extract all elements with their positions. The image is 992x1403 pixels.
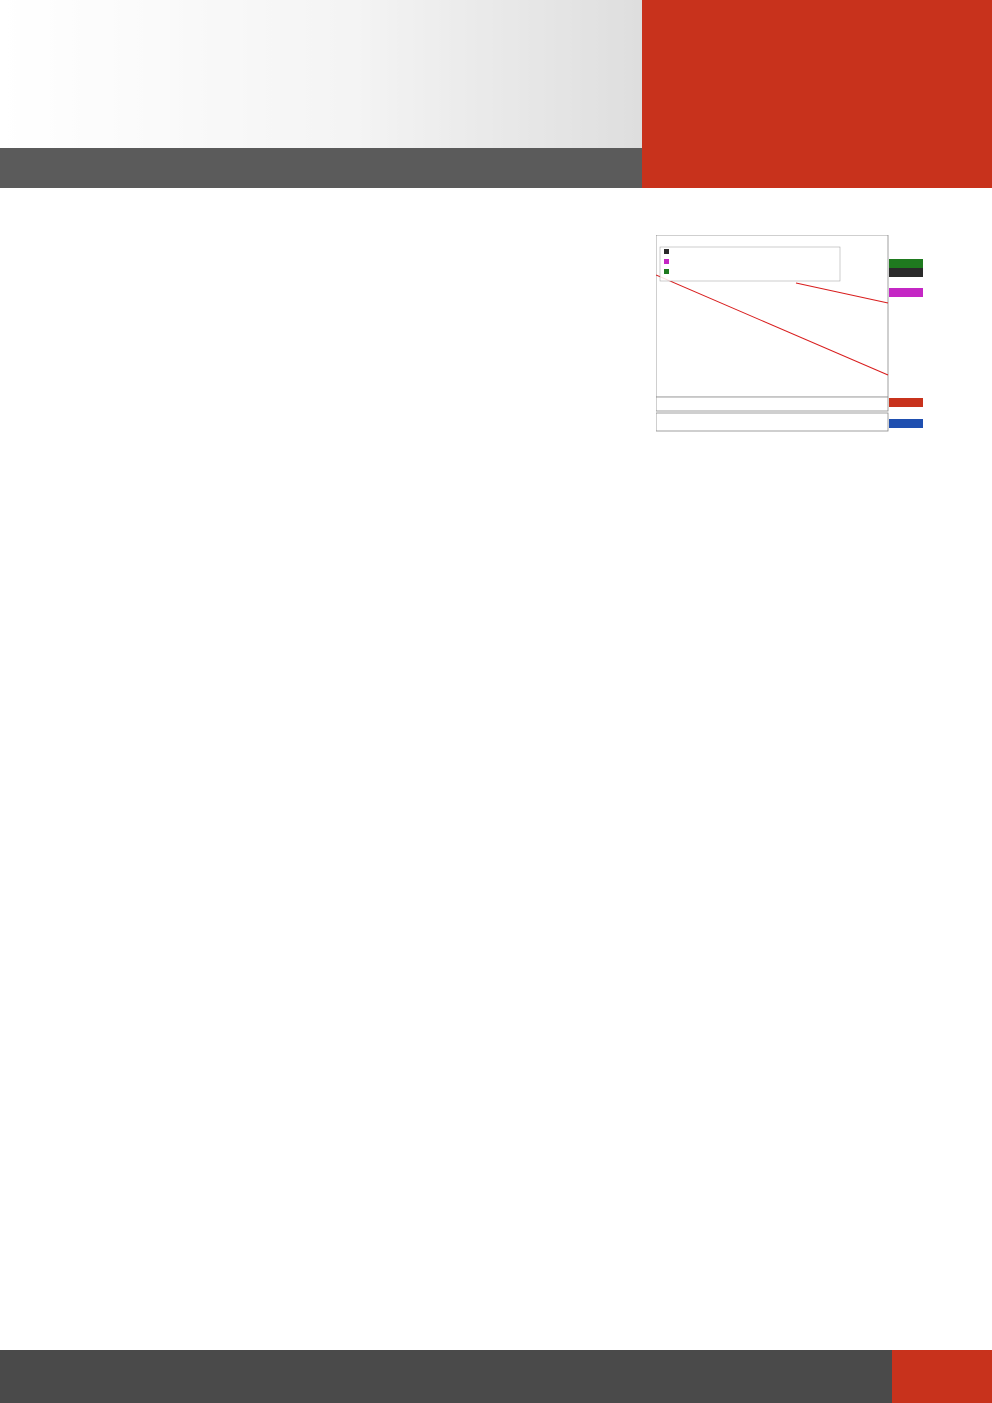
header-red-panel (642, 0, 992, 188)
hsi-trend-chart (656, 235, 932, 467)
legend-swatch-sma20 (664, 269, 669, 274)
footer-page-box (892, 1350, 992, 1403)
rsi-panel (656, 397, 888, 411)
legend-swatch-sma50 (664, 259, 669, 264)
chart-legend (660, 247, 840, 281)
tag-sma20 (889, 259, 923, 268)
volume-panel (656, 413, 888, 431)
title-banner (0, 148, 642, 188)
header-logo-area (0, 0, 642, 148)
legend-swatch-price (664, 249, 669, 254)
footer-bar (0, 1350, 892, 1403)
tag-rsi (889, 398, 923, 407)
tag-price (889, 268, 923, 277)
tag-sma50 (889, 288, 923, 297)
tag-volume (889, 419, 923, 428)
